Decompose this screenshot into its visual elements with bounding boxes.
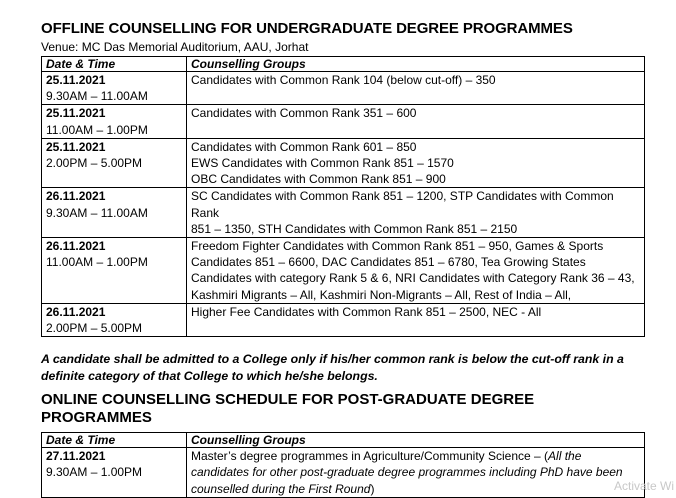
admission-note: A candidate shall be admitted to a College only if his/her common rank is below the cut-off rank in a definite category of that College to which he/she belongs. [41, 352, 624, 384]
header-counselling-groups: Counselling Groups [187, 57, 645, 72]
group-line: Candidates with Common Rank 104 (below cut-off) – 350 [191, 73, 496, 87]
pg-text-plain: Master’s degree programmes in Agriculture/Community Science – ( [191, 449, 549, 464]
ug-schedule-table [41, 56, 645, 337]
group-line: Candidates with Common Rank 351 – 600 [191, 106, 417, 121]
row-date: 25.11.2021 [46, 139, 106, 154]
row-date: 26.11.2021 [46, 304, 106, 319]
table-row [42, 188, 645, 238]
group-line: Candidates with category Rank 5 & 6, NRI Candidates with Category Rank 36 – 43, [191, 271, 635, 286]
venue: Venue: MC Das Memorial Auditorium, AAU, Jorhat [41, 40, 309, 54]
table-row [42, 238, 645, 304]
table-header-row [42, 57, 645, 72]
pg-text-close: ) [370, 481, 375, 496]
row-time: 9.30AM – 1.00PM [46, 465, 143, 480]
group-line: SC Candidates with Common Rank 851 – 1200, STP Candidates with Common Rank [191, 189, 614, 220]
table-header-row [42, 433, 645, 448]
row-date: 27.11.2021 [46, 449, 106, 464]
pg-group-text [187, 448, 645, 498]
header-date-time: Date & Time [42, 57, 187, 72]
pg-title: ONLINE COUNSELLING SCHEDULE FOR POST-GRADUATE DEGREE PROGRAMMES [41, 391, 535, 427]
row-time: 9.30AM – 11.00AM [46, 205, 148, 220]
group-line: Kashmiri Migrants – All, Kashmiri Non-Migrants – All, Rest of India – All, [191, 287, 572, 302]
row-time: 11.00AM – 1.00PM [46, 122, 148, 137]
table-row [42, 138, 645, 188]
group-line: Candidates with Common Rank 601 – 850 [191, 139, 417, 154]
header-counselling-groups: Counselling Groups [187, 433, 645, 448]
row-time: 11.00AM – 1.00PM [46, 255, 148, 270]
pg-text-italic: All the candidates for other post-graduate degree programmes including PhD have been counselled during the First Round [191, 449, 623, 496]
group-line: EWS Candidates with Common Rank 851 – 1570 [191, 156, 454, 171]
table-row [42, 105, 645, 138]
table-row [42, 303, 645, 336]
activate-windows-watermark: Activate Wi [613, 479, 674, 493]
group-line: Candidates 851 – 6600, DAC Candidates 851 – 6780, Tea Growing States [191, 255, 586, 270]
group-line: Higher Fee Candidates with Common Rank 851 – 2500, NEC - All [191, 304, 542, 319]
document [41, 20, 645, 498]
row-time: 9.30AM – 11.00AM [46, 89, 148, 104]
row-date: 25.11.2021 [46, 106, 106, 121]
ug-title: OFFLINE COUNSELLING FOR UNDERGRADUATE DEGREE PROGRAMMES [41, 20, 573, 37]
group-line: 851 – 1350, STH Candidates with Common Rank 851 – 2150 [191, 221, 518, 236]
header-date-time: Date & Time [42, 433, 187, 448]
table-row [42, 448, 645, 498]
row-date: 26.11.2021 [46, 239, 106, 254]
row-date: 26.11.2021 [46, 189, 106, 204]
group-line: OBC Candidates with Common Rank 851 – 900 [191, 172, 446, 187]
row-time: 2.00PM – 5.00PM [46, 321, 143, 336]
pg-schedule-table [41, 432, 645, 498]
group-line: Freedom Fighter Candidates with Common Rank 851 – 950, Games & Sports [191, 239, 604, 254]
table-row [42, 72, 645, 105]
row-time: 2.00PM – 5.00PM [46, 156, 143, 171]
row-date: 25.11.2021 [46, 73, 106, 87]
